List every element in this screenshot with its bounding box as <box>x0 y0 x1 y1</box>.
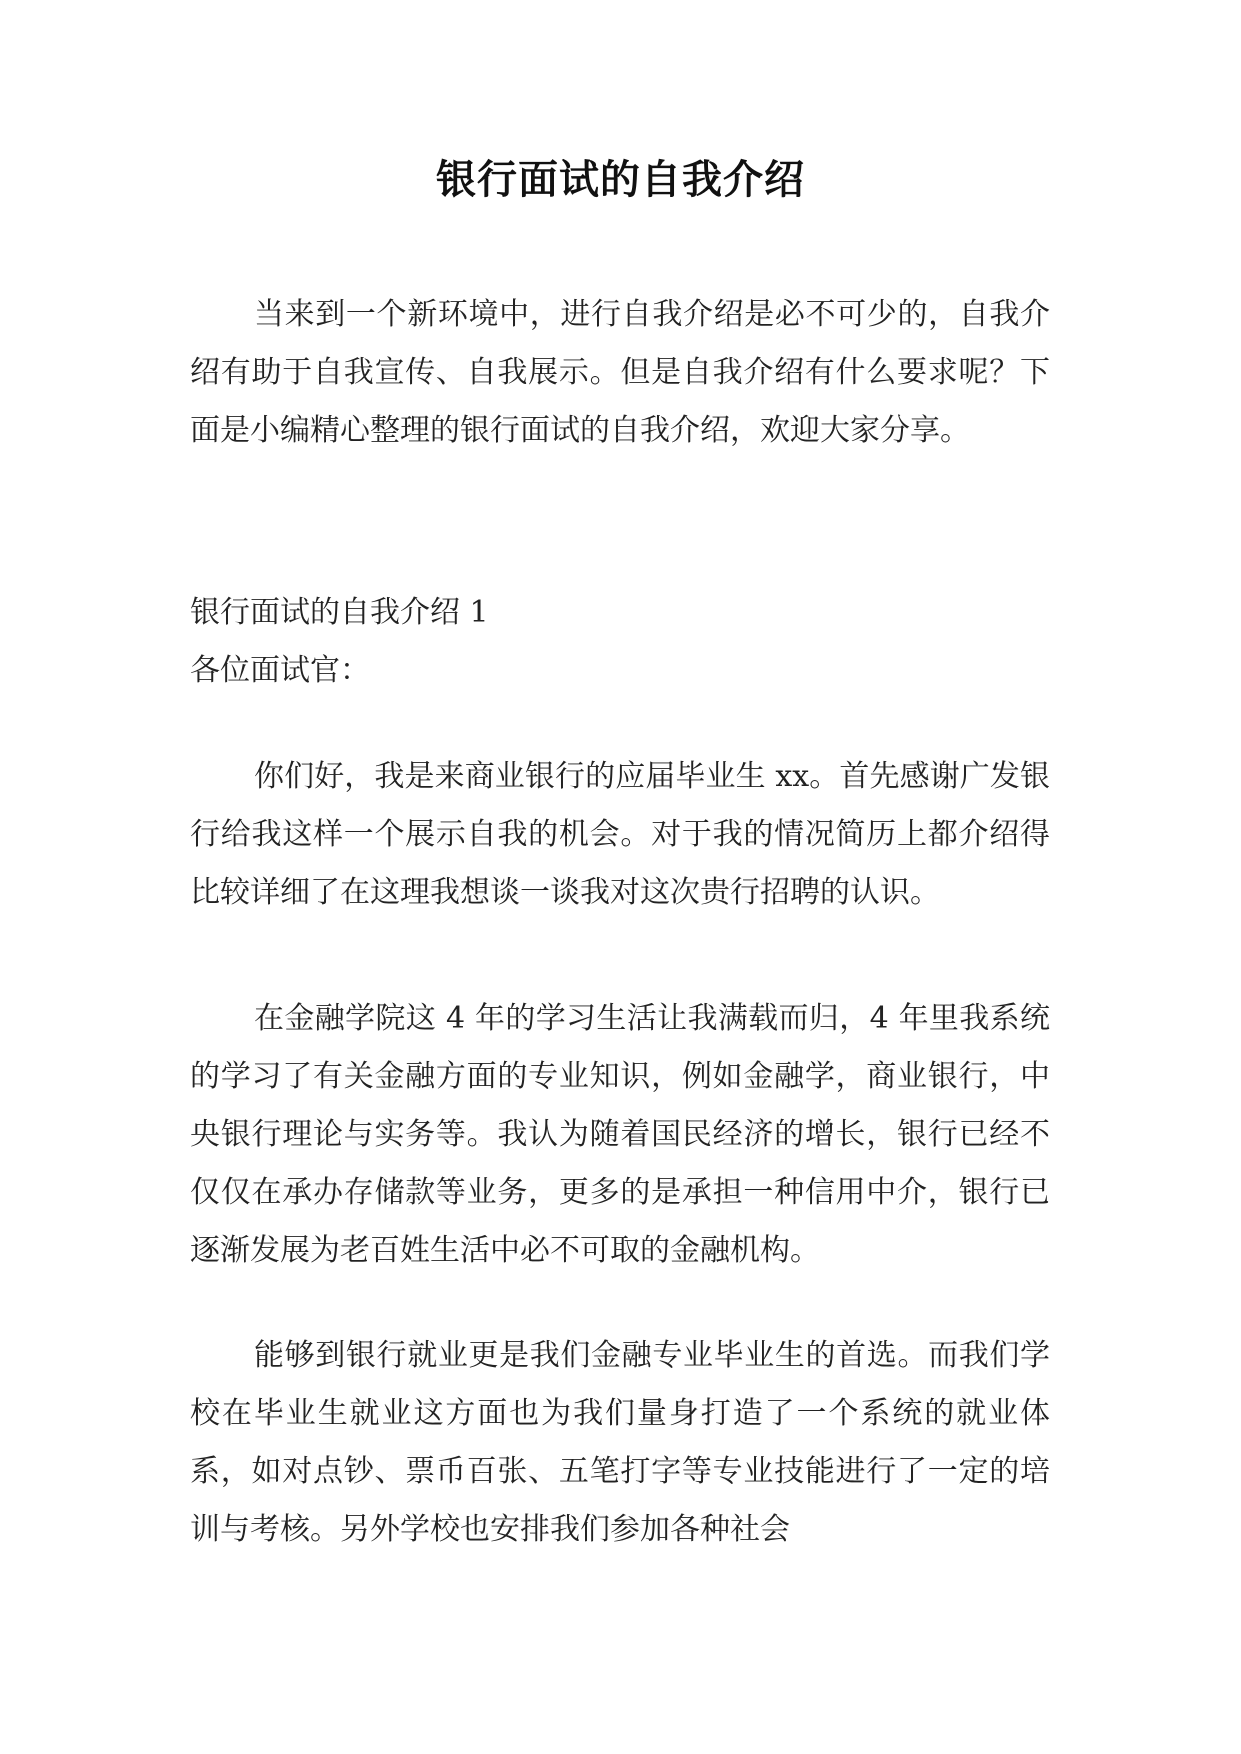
body-paragraph: 能够到银行就业更是我们金融专业毕业生的首选。而我们学校在毕业生就业这方面也为我们量身打造了一个系统的就业体系，如对点钞、票币百张、五笔打字等专业技能进行了一定的培训与考核。另外学校也安排我们参加各种社会 <box>190 1338 1050 1547</box>
section-block <box>190 584 1050 642</box>
intro-block <box>190 286 1050 460</box>
greeting-block <box>190 642 1050 700</box>
greeting-line: 各位面试官： <box>190 653 370 688</box>
paragraph-block <box>190 748 1050 922</box>
intro-paragraph: 当来到一个新环境中，进行自我介绍是必不可少的，自我介绍有助于自我宣传、自我展示。但是自我介绍有什么要求呢？下面是小编精心整理的银行面试的自我介绍，欢迎大家分享。 <box>190 297 1050 448</box>
paragraph-block <box>190 1327 1050 1559</box>
document-title: 银行面试的自我介绍 <box>436 157 805 203</box>
section-heading: 银行面试的自我介绍 1 <box>190 595 489 630</box>
body-paragraph: 你们好，我是来商业银行的应届毕业生 xx。首先感谢广发银行给我这样一个展示自我的机会。对于我的情况简历上都介绍得比较详细了在这理我想谈一谈我对这次贵行招聘的认识。 <box>190 759 1050 910</box>
paragraph-block <box>190 990 1050 1280</box>
body-paragraph: 在金融学院这 4 年的学习生活让我满载而归，4 年里我系统的学习了有关金融方面的专业知识，例如金融学，商业银行，中央银行理论与实务等。我认为随着国民经济的增长，银行已经不仅仅在承办存储款等业务，更多的是承担一种信用中介，银行已逐渐发展为老百姓生活中必不可取的金融机构。 <box>190 1001 1050 1268</box>
